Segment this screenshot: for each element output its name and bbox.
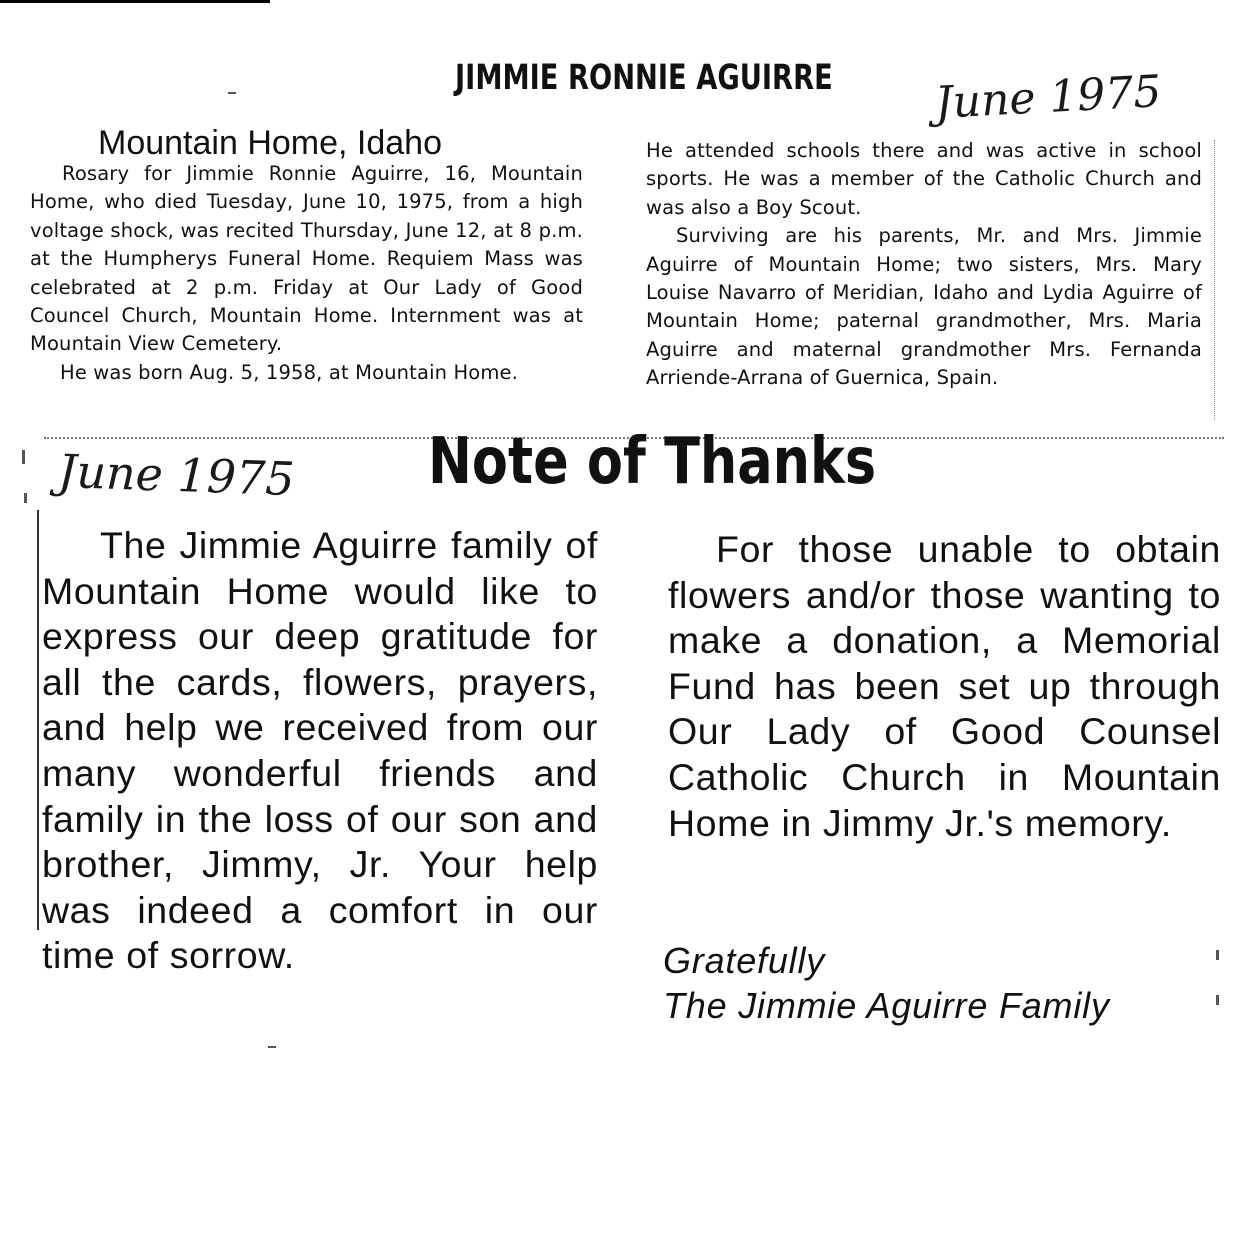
thanks-title: Note of Thanks xyxy=(428,425,877,499)
obituary-title: JIMMIE RONNIE AGUIRRE xyxy=(455,58,833,98)
handwritten-date-top: June 1975 xyxy=(933,66,1163,129)
handwritten-date-thanks: June 1975 xyxy=(57,443,296,507)
obituary-column-left xyxy=(30,160,583,387)
thanks-column-left xyxy=(42,523,598,979)
scan-speck xyxy=(1216,950,1219,960)
scan-speck xyxy=(1216,995,1219,1005)
thanks-paragraph: For those unable to obtain flowers and/or those wanting to make a donation, a Memorial Fund has been set up through Our Lady of Good Counsel Catholic Church in Mountain Home in Jimmy Jr.'s memory. xyxy=(668,528,1221,844)
obituary-paragraph: Surviving are his parents, Mr. and Mrs. Jimmie Aguirre of Mountain Home; two sisters, Mrs. Mary Louise Navarro of Meridian, Idaho and Lydia Aguirre of Mountain Home; paternal grandmother, Mrs. Maria Aguirre and maternal grandmother Mrs. Fernanda Arriende-Arrana of Guernica, Spain. xyxy=(646,224,1202,390)
scan-speck xyxy=(228,92,236,94)
thanks-signature: The Jimmie Aguirre Family xyxy=(663,985,1110,1026)
column-rule xyxy=(1214,140,1216,420)
obituary-dateline: Mountain Home, Idaho xyxy=(98,124,442,162)
clipping-left-edge xyxy=(37,510,39,930)
thanks-column-right xyxy=(668,527,1221,846)
scan-speck xyxy=(24,493,27,503)
obituary-paragraph: He attended schools there and was active in school sports. He was a member of the Catholic Church and was also a Boy Scout. xyxy=(646,139,1202,219)
scan-speck xyxy=(268,1046,276,1048)
thanks-paragraph: The Jimmie Aguirre family of Mountain Home would like to express our deep gratitude for all the cards, flowers, prayers, and help we received from our many wonderful friends and family in the loss of our son and brother, Jimmy, Jr. Your help was indeed a comfort in our time of sorrow. xyxy=(42,524,598,977)
thanks-closing: Gratefully xyxy=(663,940,826,981)
scan-edge-mark xyxy=(0,0,270,3)
obituary-column-right xyxy=(646,137,1202,393)
obituary-paragraph: He was born Aug. 5, 1958, at Mountain Home. xyxy=(60,360,519,384)
obituary-paragraph: Rosary for Jimmie Ronnie Aguirre, 16, Mountain Home, who died Tuesday, June 10, 1975, from a high voltage shock, was recited Thursday, June 12, at 8 p.m. at the Humpherys Funeral Home. Requiem Mass was celebrated at 2 p.m. Friday at Our Lady of Good Councel Church, Mountain Home. Internment was at Mountain View Cemetery. xyxy=(30,162,583,356)
scan-speck xyxy=(22,450,25,464)
